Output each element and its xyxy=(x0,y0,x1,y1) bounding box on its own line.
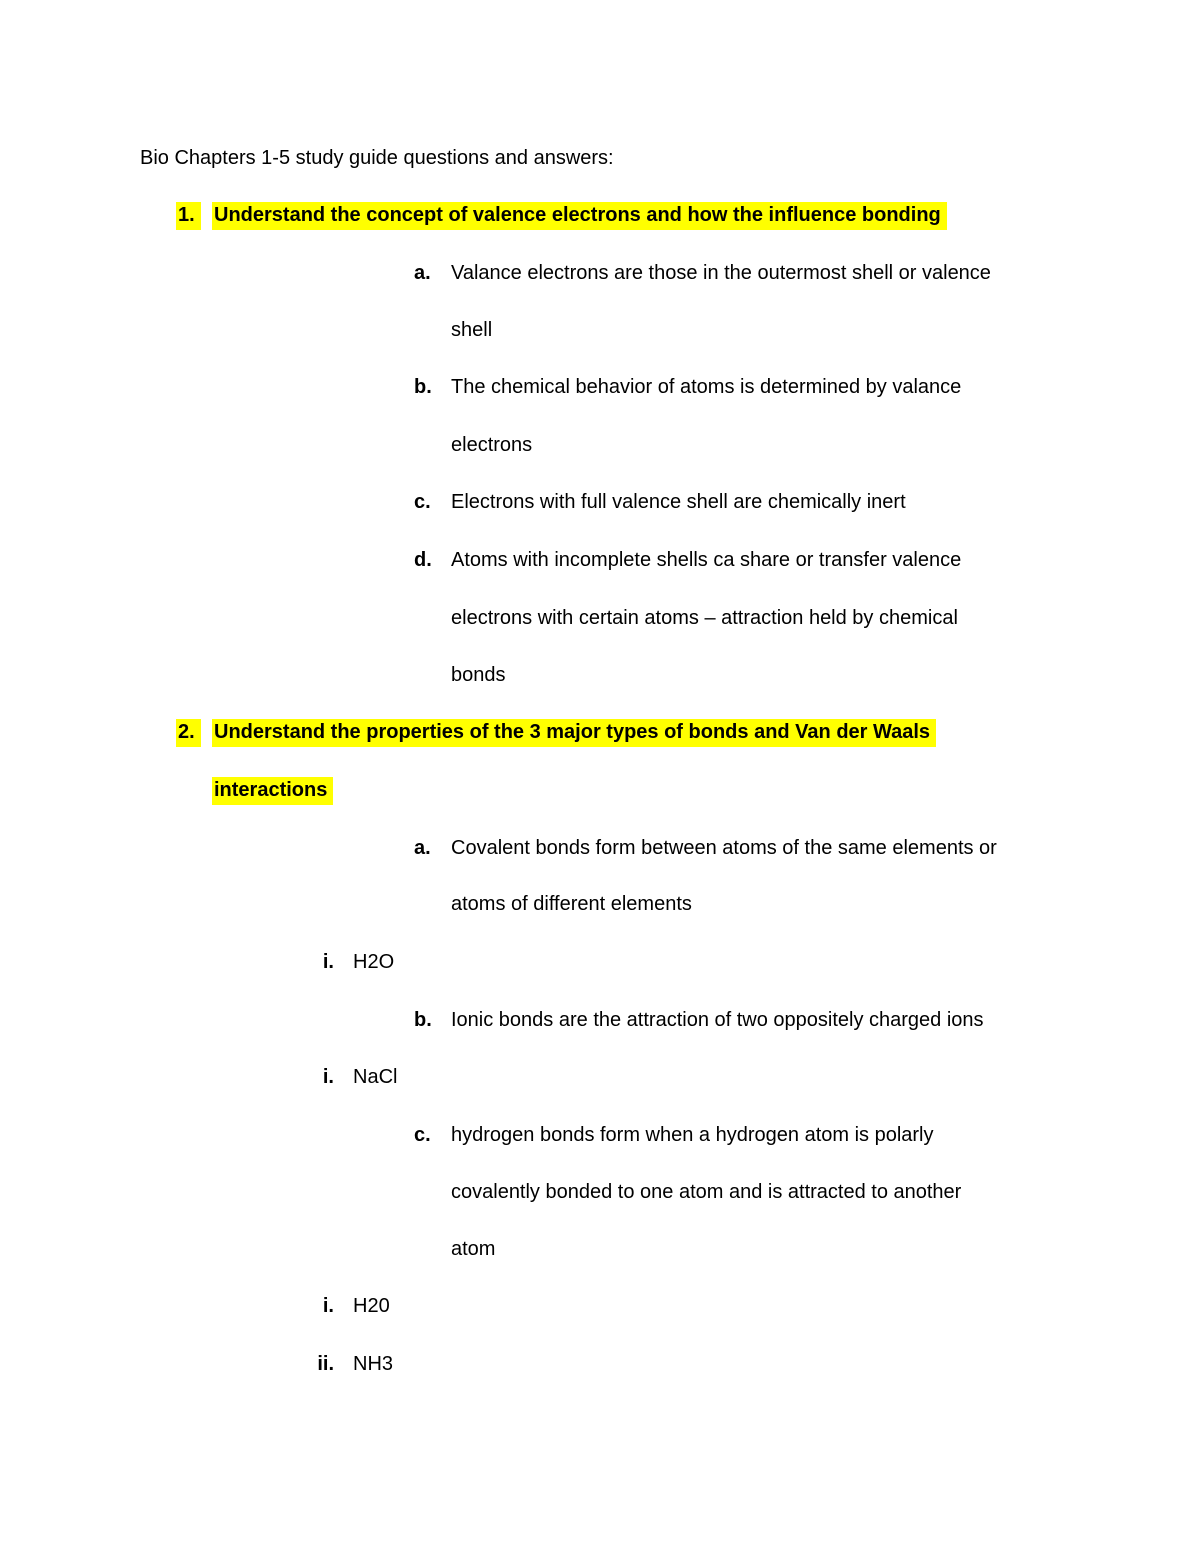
q2-answer-c-marker: c. xyxy=(414,1124,431,1146)
q2-answer-a-example-1-text: H2O xyxy=(353,951,395,973)
q1-answer-a-line-2: shell xyxy=(451,319,493,341)
q1-answer-d-line-1: Atoms with incomplete shells ca share or transfer valence xyxy=(451,549,962,571)
question-1-text: Understand the concept of valence electrons and how the influence bonding xyxy=(212,203,947,227)
q1-answer-c-marker: c. xyxy=(414,491,431,513)
question-2-text-line-1: Understand the properties of the 3 major types of bonds and Van der Waals xyxy=(212,720,936,744)
q1-answer-d-marker: d. xyxy=(414,549,432,571)
q1-answer-b-line-1: The chemical behavior of atoms is determined by valance xyxy=(451,376,962,398)
q2-answer-c-example-1-text: H20 xyxy=(353,1295,390,1317)
q2-answer-a-example-1-marker: i. xyxy=(322,951,334,973)
q1-answer-d-line-3: bonds xyxy=(451,664,506,686)
question-2-number: 2. xyxy=(176,720,201,744)
q2-answer-c-example-2-text: NH3 xyxy=(353,1353,394,1375)
q2-answer-a-line-1: Covalent bonds form between atoms of the same elements or xyxy=(451,837,997,859)
q2-answer-c-example-2-marker: ii. xyxy=(317,1353,334,1375)
q1-answer-b-marker: b. xyxy=(414,376,432,398)
q2-answer-a-marker: a. xyxy=(414,837,431,859)
q2-answer-a-line-2: atoms of different elements xyxy=(451,893,692,915)
q2-answer-c-example-1-marker: i. xyxy=(322,1295,334,1317)
q2-answer-b-line-1: Ionic bonds are the attraction of two oppositely charged ions xyxy=(451,1009,984,1031)
q1-answer-a-marker: a. xyxy=(414,262,431,284)
q1-answer-a-line-1: Valance electrons are those in the outermost shell or valence xyxy=(451,262,991,284)
q1-answer-c-line-1: Electrons with full valence shell are chemically inert xyxy=(451,491,906,513)
q1-answer-d-line-2: electrons with certain atoms – attraction held by chemical xyxy=(451,607,958,629)
q2-answer-b-marker: b. xyxy=(414,1009,432,1031)
question-1-number: 1. xyxy=(176,203,201,227)
q1-answer-b-line-2: electrons xyxy=(451,434,533,456)
q2-answer-b-example-1-text: NaCl xyxy=(353,1066,398,1088)
q2-answer-c-line-1: hydrogen bonds form when a hydrogen atom is polarly xyxy=(451,1124,934,1146)
question-2-text-line-2: interactions xyxy=(212,778,333,802)
q2-answer-b-example-1-marker: i. xyxy=(322,1066,334,1088)
document-title: Bio Chapters 1-5 study guide questions and answers: xyxy=(140,147,614,169)
q2-answer-c-line-2: covalently bonded to one atom and is attracted to another xyxy=(451,1181,962,1203)
q2-answer-c-line-3: atom xyxy=(451,1238,496,1260)
